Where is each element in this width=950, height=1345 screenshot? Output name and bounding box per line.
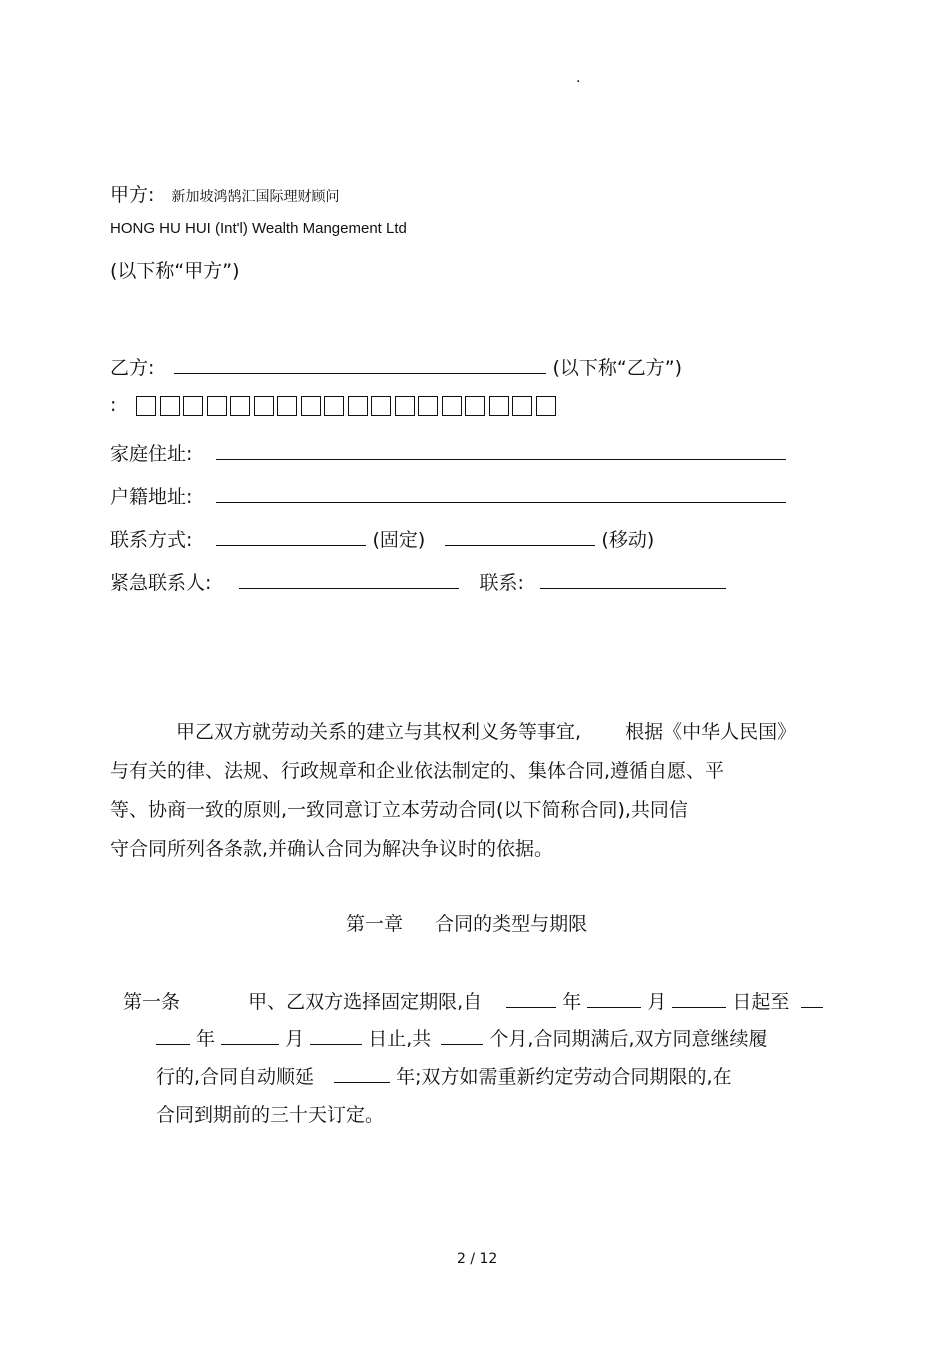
- id-number-label: :: [110, 394, 117, 416]
- emergency-contact-label: 紧急联系人:: [110, 572, 212, 594]
- months-field[interactable]: [441, 1026, 483, 1045]
- id-number-boxes[interactable]: [136, 396, 556, 416]
- id-box[interactable]: [277, 396, 297, 416]
- article-1-line-3: [156, 1062, 732, 1089]
- start-month-field[interactable]: [587, 989, 641, 1008]
- end-year-field-a[interactable]: [801, 989, 823, 1008]
- party-a-line: [110, 180, 340, 207]
- mobile-field[interactable]: [445, 527, 595, 546]
- id-box[interactable]: [442, 396, 462, 416]
- party-a-name-cn: 新加坡鸿鹄汇国际理财顾问: [171, 189, 340, 205]
- emergency-phone-field[interactable]: [540, 570, 726, 589]
- contact-line: [110, 525, 654, 552]
- article-1-text-3b: 年;双方如需重新约定劳动合同期限的,在: [396, 1066, 732, 1088]
- header-mark: .: [576, 70, 581, 86]
- home-address-label: 家庭住址:: [110, 443, 193, 465]
- article-1-number: 第一条: [123, 991, 181, 1013]
- id-box[interactable]: [536, 396, 556, 416]
- article-1-text-months: 个月,合同期满后,双方同意继续履: [489, 1028, 768, 1050]
- id-box[interactable]: [348, 396, 368, 416]
- end-month-field[interactable]: [221, 1026, 279, 1045]
- contact-label: 联系方式:: [110, 529, 193, 551]
- mobile-label: (移动): [601, 529, 655, 551]
- id-box[interactable]: [183, 396, 203, 416]
- article-1-line-1: [123, 987, 823, 1014]
- id-box[interactable]: [324, 396, 344, 416]
- id-number-line: [110, 394, 556, 416]
- party-a-label: 甲方:: [110, 184, 155, 206]
- end-day-field[interactable]: [310, 1026, 362, 1045]
- start-year-label: 年: [562, 991, 582, 1013]
- end-day-label: 日止,共: [368, 1028, 432, 1050]
- id-box[interactable]: [160, 396, 180, 416]
- party-b-label: 乙方:: [110, 357, 155, 379]
- party-b-name-field[interactable]: [174, 355, 546, 374]
- id-box[interactable]: [207, 396, 227, 416]
- end-month-label: 月: [285, 1028, 305, 1050]
- preamble-line-3: 等、协商一致的原则,一致同意订立本劳动合同(以下简称合同),共同信: [110, 799, 688, 821]
- id-box[interactable]: [489, 396, 509, 416]
- id-box[interactable]: [418, 396, 438, 416]
- end-year-label: 年: [196, 1028, 216, 1050]
- article-1-line-2: [156, 1024, 768, 1051]
- household-address-label: 户籍地址:: [110, 486, 193, 508]
- id-box[interactable]: [512, 396, 532, 416]
- preamble-line-2: 与有关的律、法规、行政规章和企业依法制定的、集体合同,遵循自愿、平: [110, 760, 725, 782]
- emergency-phone-label: 联系:: [479, 572, 524, 594]
- start-year-field[interactable]: [506, 989, 556, 1008]
- party-a-alias: (以下称“甲方”): [110, 260, 240, 282]
- emergency-contact-field[interactable]: [239, 570, 459, 589]
- home-address-field[interactable]: [216, 441, 786, 460]
- chapter-title: 合同的类型与期限: [435, 913, 588, 935]
- party-b-line: [110, 353, 682, 380]
- home-address-line: [110, 439, 786, 466]
- article-1-text-3a: 行的,合同自动顺延: [156, 1066, 315, 1088]
- start-month-label: 月: [647, 991, 667, 1013]
- household-address-field[interactable]: [216, 484, 786, 503]
- renewal-years-field[interactable]: [334, 1064, 390, 1083]
- id-box[interactable]: [371, 396, 391, 416]
- page-number: 2 / 12: [457, 1251, 498, 1267]
- emergency-contact-line: [110, 568, 726, 595]
- chapter-number: 第一章: [346, 913, 404, 935]
- id-box[interactable]: [301, 396, 321, 416]
- article-1-line-4: 合同到期前的三十天订定。: [156, 1104, 385, 1126]
- party-a-name-en: HONG HU HUI (Int'l) Wealth Mangement Ltd: [110, 220, 407, 237]
- household-address-line: [110, 482, 786, 509]
- id-box[interactable]: [254, 396, 274, 416]
- landline-label: (固定): [372, 529, 426, 551]
- preamble-line-1: [176, 717, 796, 744]
- preamble-line-4: 守合同所列各条款,并确认合同为解决争议时的依据。: [110, 838, 554, 860]
- start-day-label: 日起至: [732, 991, 790, 1013]
- id-box[interactable]: [136, 396, 156, 416]
- id-box[interactable]: [230, 396, 250, 416]
- id-box[interactable]: [395, 396, 415, 416]
- id-box[interactable]: [465, 396, 485, 416]
- article-1-text-1: 甲、乙双方选择固定期限,自: [248, 991, 483, 1013]
- landline-field[interactable]: [216, 527, 366, 546]
- preamble-text-1a: 甲乙双方就劳动关系的建立与其权利义务等事宜,: [176, 721, 582, 743]
- end-year-field-b[interactable]: [156, 1026, 190, 1045]
- party-b-alias: (以下称“乙方”): [552, 357, 683, 379]
- chapter-heading: [346, 909, 587, 936]
- preamble-text-1b: 根据《中华人民国》: [625, 721, 797, 743]
- start-day-field[interactable]: [672, 989, 726, 1008]
